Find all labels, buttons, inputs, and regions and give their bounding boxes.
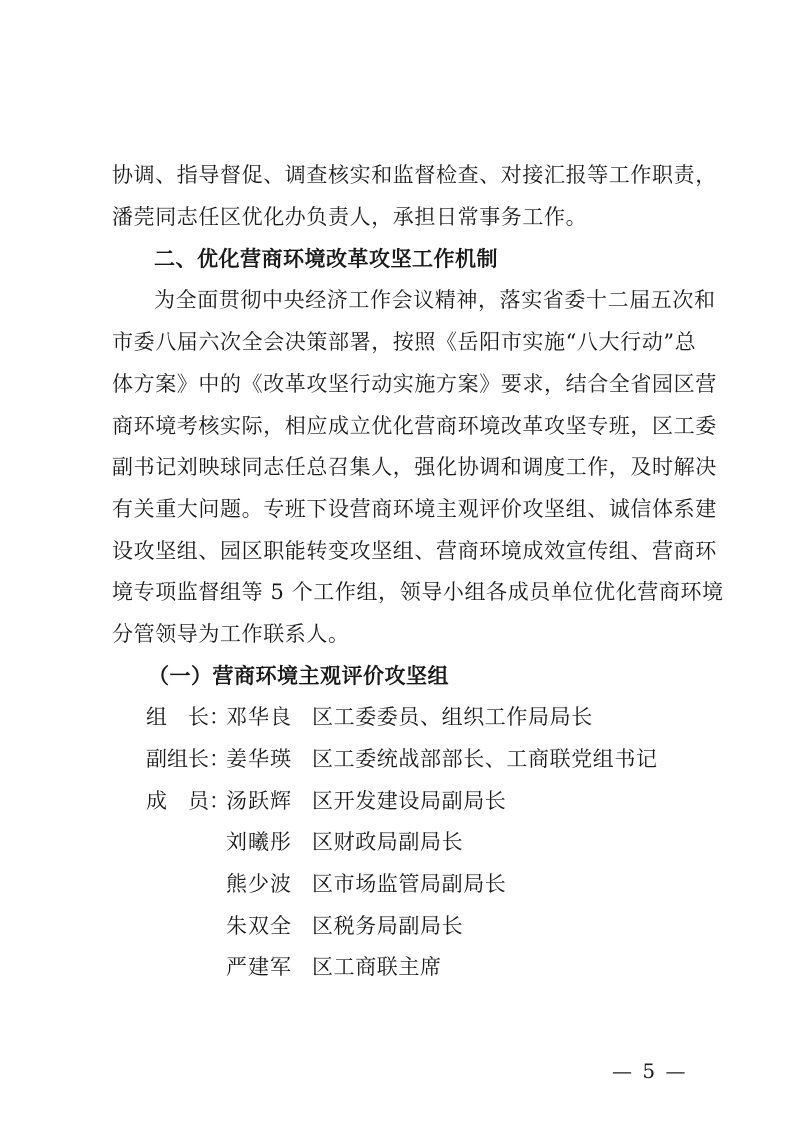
member-post: 区开发建设局副局长: [312, 789, 507, 813]
paragraph-line: 有关重大问题。专班下设营商环境主观评价攻坚组、诚信体系建: [112, 497, 717, 521]
member-post: 区市场监管局副局长: [312, 872, 507, 896]
section-heading: 二、优化营商环境改革攻坚工作机制: [154, 247, 498, 271]
member-name: 姜华瑛: [226, 747, 292, 771]
paragraph-line: 分管领导为工作联系人。: [112, 622, 350, 646]
paragraph-line: 市委八届六次全会决策部署，按照《岳阳市实施“八大行动”总: [112, 330, 697, 354]
member-role: 组 长：: [146, 705, 230, 729]
paragraph-line: 协调、指导督促、调查核实和监督检查、对接汇报等工作职责，: [112, 163, 717, 187]
member-post: 区工委统战部部长、工商联党组书记: [312, 747, 658, 771]
member-name: 汤跃辉: [226, 789, 292, 813]
paragraph-line: 境专项监督组等 5 个工作组，领导小组各成员单位优化营商环境: [112, 580, 724, 604]
paragraph-line: 设攻坚组、园区职能转变攻坚组、营商环境成效宣传组、营商环: [112, 539, 717, 563]
member-role: 成 员：: [146, 789, 230, 813]
paragraph-line: 副书记刘映球同志任总召集人，强化协调和调度工作，及时解决: [112, 455, 717, 479]
member-name: 刘曦彤: [226, 830, 292, 854]
member-name: 严建军: [226, 955, 292, 979]
paragraph-line: 商环境考核实际，相应成立优化营商环境改革攻坚专班，区工委: [112, 414, 717, 438]
member-name: 朱双全: [226, 914, 292, 938]
member-post: 区工商联主席: [312, 955, 442, 979]
paragraph-line: 为全面贯彻中央经济工作会议精神，落实省委十二届五次和: [154, 288, 716, 312]
page-number: — 5 —: [612, 1059, 688, 1083]
member-post: 区工委委员、组织工作局局长: [312, 705, 593, 729]
subsection-heading: （一）营商环境主观评价攻坚组: [148, 664, 449, 688]
member-post: 区税务局副局长: [312, 914, 464, 938]
member-post: 区财政局副局长: [312, 830, 464, 854]
member-name: 邓华良: [226, 705, 292, 729]
paragraph-line: 体方案》中的《改革攻坚行动实施方案》要求，结合全省园区营: [112, 372, 717, 396]
paragraph-line: 潘莞同志任区优化办负责人，承担日常事务工作。: [112, 205, 588, 229]
member-role: 副组长：: [146, 747, 230, 771]
member-name: 熊少波: [226, 872, 292, 896]
